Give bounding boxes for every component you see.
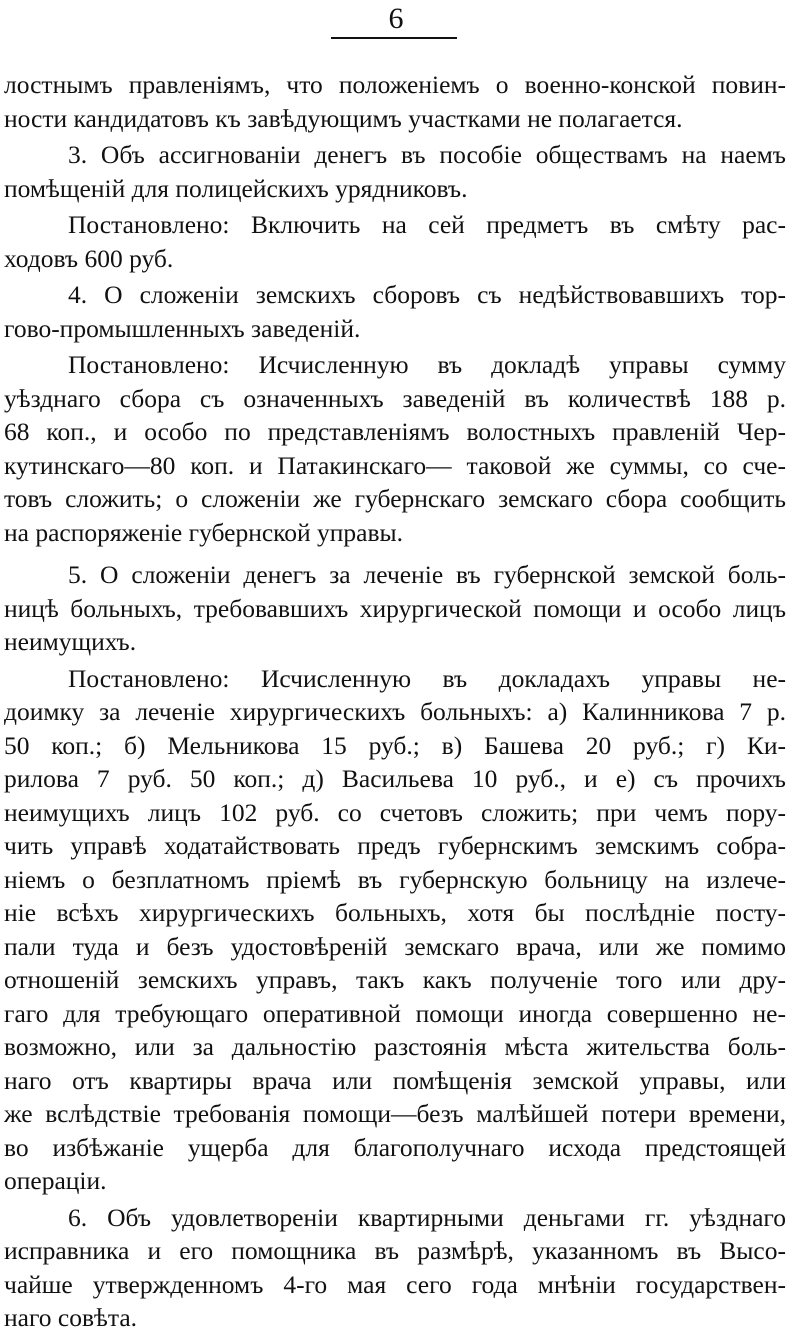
text-line: пали туда и безъ удостовѣреній земскаго врача, или же помимо [4, 931, 786, 961]
text-line: доимку за леченіе хирургическихъ больныхъ: а) Калинникова 7 р. [4, 697, 786, 726]
text-line: товъ сложить; о сложеніи же губернскаго земскаго сбора сообщить [4, 484, 786, 513]
body-text [4, 68, 786, 1335]
text-line: 4. О сложеніи земскихъ сборовъ съ недѣйствовавшихъ тор- [68, 280, 786, 309]
text-line: во избѣжаніе ущерба для благополучнаго исхода предстоящей [4, 1132, 786, 1162]
text-line: гаго для требующаго оперативной помощи иногда совершенно не- [4, 998, 786, 1028]
text-line: 5. О сложеніи денегъ за леченіе въ губернской земской боль- [68, 560, 786, 589]
paragraph-item-3-heading [4, 138, 786, 205]
text-line: исправника и его помощника въ размѣрѣ, указанномъ въ Высо- [4, 1236, 786, 1265]
text-line: помѣщеній для полицейскихъ урядниковъ. [4, 173, 468, 203]
text-line: 3. Объ ассигнованіи денегъ въ пособіе обществамъ на наемъ [68, 140, 786, 169]
text-line: ходовъ 600 руб. [4, 243, 174, 273]
paragraph-item-6-heading [4, 1201, 786, 1335]
text-line: Постановлено: Исчисленную въ докладахъ управы не- [68, 663, 786, 693]
paragraph-item-3-resolution [4, 208, 786, 275]
text-line: наго совѣта. [4, 1303, 138, 1332]
header-rule [331, 37, 457, 39]
text-line: 6. Объ удовлетвореніи квартирными деньгами гг. уѣзднаго [68, 1202, 786, 1232]
paragraph-item-4-resolution [4, 348, 786, 549]
text-line: Постановлено: Исчисленную въ докладѣ управы сумму [68, 350, 786, 379]
paragraph-item-5-resolution [4, 662, 786, 1198]
text-line: чайше утвержденномъ 4-го мая сего года мнѣніи государствен- [4, 1269, 786, 1299]
paragraph-item-2-continuation [4, 68, 786, 135]
text-line: отношеній земскихъ управъ, такъ какъ полученіе того или дру- [4, 965, 786, 994]
text-line: чить управѣ ходатайствовать предъ губернскимъ земскимъ собра- [4, 831, 786, 860]
text-line: неимущихъ. [4, 627, 137, 656]
page-number: 6 [388, 2, 404, 35]
paragraph-item-5-heading [4, 558, 786, 659]
text-line: ніемъ о безплатномъ пріемѣ въ губернскую больницу на излече- [4, 864, 786, 894]
text-line: ницѣ больныхъ, требовавшихъ хирургической помощи и особо лицъ [4, 593, 786, 623]
text-line: 68 коп., и особо по представленіямъ волостныхъ правленій Чер- [4, 417, 786, 446]
text-line: возможно, или за дальностію разстоянія мѣста жительства боль- [4, 1032, 786, 1061]
text-line: кутинскаго—80 коп. и Патакинскаго— таковой же суммы, со сче- [4, 450, 786, 480]
text-line: же вслѣдствіе требованія помощи—безъ малѣйшей потери времени, [4, 1099, 786, 1128]
text-line: наго отъ квартиры врача или помѣщенія земской управы, или [4, 1065, 786, 1095]
text-line: неимущихъ лицъ 102 руб. со счетовъ сложить; при чемъ пору- [4, 797, 786, 827]
text-line: операціи. [4, 1166, 107, 1195]
text-line: гово-промышленныхъ заведеній. [4, 313, 361, 343]
text-line: 50 коп.; б) Мельникова 15 руб.; в) Башева 20 руб.; г) Ки- [4, 730, 786, 760]
text-line: Постановлено: Включить на сей предметъ въ смѣту рас- [68, 210, 786, 239]
text-line: рилова 7 руб. 50 коп.; д) Васильева 10 руб., и е) съ прочихъ [4, 764, 786, 793]
text-line: на распоряженіе губернской управы. [4, 517, 404, 547]
text-line: лостнымъ правленіямъ, что положеніемъ о военно-конской повин- [4, 70, 786, 99]
text-line: ніе всѣхъ хирургическихъ больныхъ, хотя бы послѣдніе посту- [4, 898, 786, 927]
text-line: ности кандидатовъ къ завѣдующимъ участками не полагается. [4, 103, 683, 133]
paragraph-item-4-heading [4, 278, 786, 345]
text-line: уѣзднаго сбора съ означенныхъ заведеній въ количествѣ 188 р. [4, 383, 786, 413]
